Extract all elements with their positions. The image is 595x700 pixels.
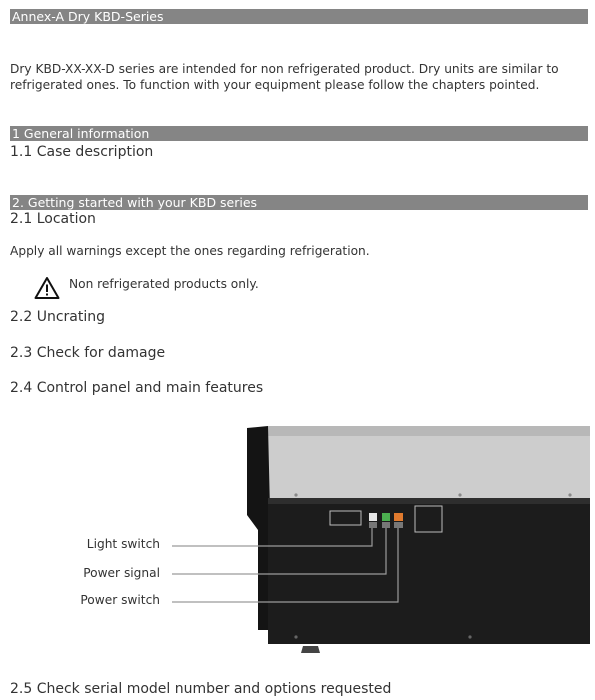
section-2-header: 2. Getting started with your KBD series (10, 195, 588, 210)
case-description-heading: 1.1 Case description (10, 144, 154, 160)
power-switch-label: Power switch (80, 593, 160, 607)
section-1-header: 1 General information (10, 126, 588, 141)
power-signal-label: Power signal (83, 566, 160, 580)
warning-triangle-icon (34, 276, 60, 304)
cabinet-body (268, 498, 590, 644)
power-signal-light (382, 513, 390, 521)
cabinet-foot (301, 646, 320, 653)
serial-number-heading: 2.5 Check serial model number and options requested (10, 681, 392, 697)
check-damage-heading: 2.3 Check for damage (10, 345, 166, 361)
canopy-panel (268, 426, 590, 508)
light-switch-button (369, 513, 377, 521)
uncrating-heading: 2.2 Uncrating (10, 309, 106, 325)
location-heading: 2.1 Location (10, 211, 96, 227)
warning-text: Non refrigerated products only. (69, 277, 259, 291)
apply-warnings-text: Apply all warnings except the ones regarding refrigeration. (10, 244, 370, 258)
intro-paragraph: Dry KBD-XX-XX-D series are intended for non refrigerated product. Dry units are similar to refrigerated ones. To function with your equipment please follow the chapters pointed. (10, 62, 559, 92)
light-switch-label: Light switch (86, 537, 160, 551)
annex-header: Annex-A Dry KBD-Series (10, 9, 588, 24)
power-switch-button (394, 513, 403, 521)
display-case-figure (160, 420, 595, 665)
control-panel-heading: 2.4 Control panel and main features (10, 380, 264, 396)
